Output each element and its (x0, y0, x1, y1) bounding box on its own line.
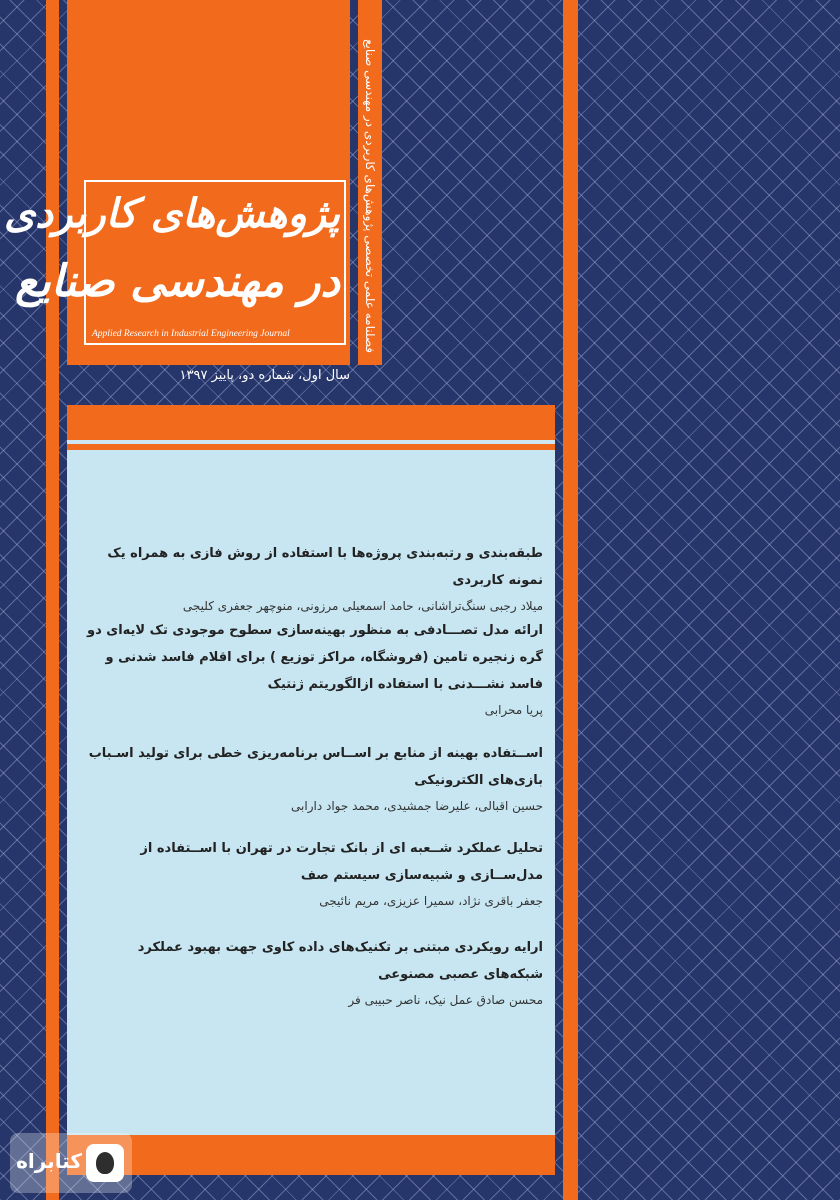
journal-title-english: Applied Research in Industrial Engineering Journal (92, 329, 290, 339)
article-authors: جعفر باقری نژاد، سمیرا عزیزی، مریم نائیجی (319, 894, 543, 908)
spine-block (358, 0, 382, 365)
panel-divider (67, 440, 555, 444)
article-authors: محسن صادق عمل نیک، ناصر حبیبی فر (348, 993, 543, 1007)
spine-text: فصلنامه علمی تخصصی پژوهش‌های کاربردی در مهندسی صنایع (363, 39, 377, 353)
article-item[interactable] (85, 835, 543, 913)
left-orange-stripe (46, 0, 59, 1200)
article-title: تحلیل عملکرد شــعبه ای از بانک تجارت در تهران با اســتفاده از مدل‌ســازی و شبیه‌سازی سیستم صف (140, 841, 543, 883)
table-of-contents (67, 450, 555, 1135)
journal-title-line1: پژوهش‌های کاربردی (4, 190, 340, 237)
brand-name: کتابراه (16, 1149, 82, 1173)
article-authors: میلاد رجبی سنگ‌تراشانی، حامد اسمعیلی مرزونی، منوچهر جعفری کلیجی (182, 599, 543, 613)
issue-info: سال اول، شماره دو، پاییز ۱۳۹۷ (179, 368, 350, 383)
right-orange-stripe (563, 0, 578, 1200)
article-title: ارایه رویکردی مبتنی بر تکنیک‌های داده کاوی جهت بهبود عملکرد شبکه‌های عصبی مصنوعی (137, 940, 543, 982)
bookmark-logo-icon (86, 1144, 124, 1182)
article-item[interactable] (85, 540, 543, 618)
article-title: ارائه مدل تصـــادفی به منظور بهینه‌سازی سطوح موجودی تک لایه‌ای دو گره زنجیره تامین (فروشگاه، مراکز توزیع ) برای اقلام فاسد شدنی و فاسد نشـــدنی با استفاده ازالگوریتم ژنتیک (87, 623, 543, 692)
article-title: طبقه‌بندی و رتبه‌بندی پروژه‌ها با استفاده از روش فازی به همراه یک نمونه کاربردی (107, 546, 543, 588)
article-item[interactable] (85, 617, 543, 722)
article-authors: حسین اقبالی، علیرضا جمشیدی، محمد جواد دارابی (291, 799, 543, 813)
ketabrah-watermark[interactable] (10, 1133, 132, 1193)
article-title: اســتفاده بهینه از منابع بر اســاس برنامه‌ریزی خطی برای تولید اسـباب بازی‌های الکترونیکی (88, 746, 543, 788)
article-item[interactable] (85, 934, 543, 1012)
journal-logo (4, 180, 346, 345)
journal-title-line2: در مهندسی صنایع (15, 256, 340, 307)
article-item[interactable] (85, 740, 543, 818)
article-authors: پریا محرابی (484, 703, 543, 717)
